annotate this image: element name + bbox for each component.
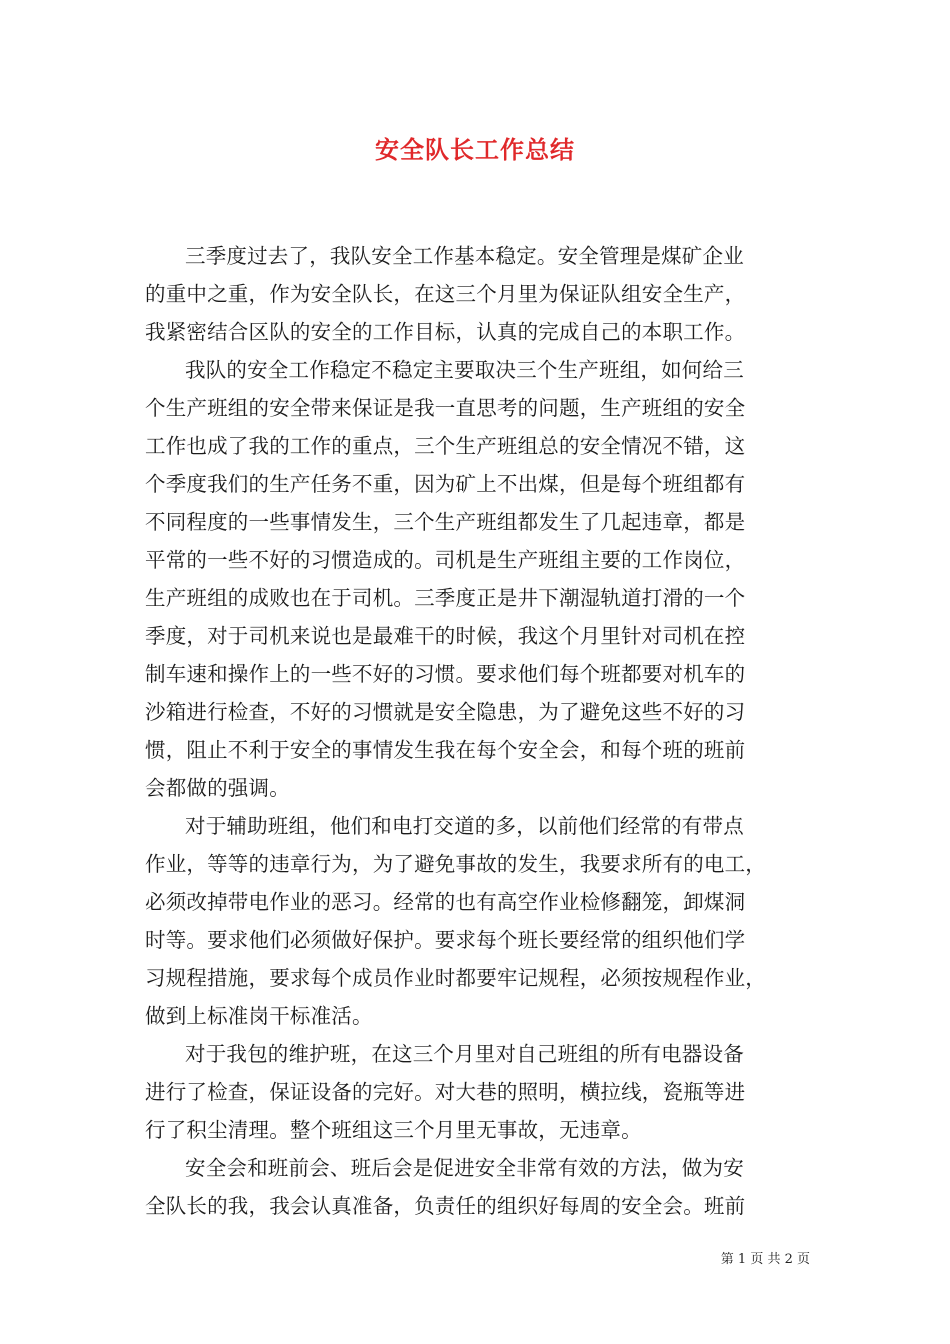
body-line: 做到上标准岗干标准活。 <box>145 1004 373 1028</box>
body-line: 制车速和操作上的一些不好的习惯。要求他们每个班都要对机车的 <box>145 662 746 686</box>
page-title: 安全队长工作总结 <box>375 135 575 164</box>
body-line: 作业，等等的违章行为，为了避免事故的发生，我要求所有的电工， <box>145 852 766 876</box>
body-line: 全队长的我，我会认真准备，负责任的组织好每周的安全会。班前 <box>145 1194 746 1218</box>
body-line: 习规程措施，要求每个成员作业时都要牢记规程，必须按规程作业， <box>145 966 766 990</box>
body-line: 个季度我们的生产任务不重，因为矿上不出煤，但是每个班组都有 <box>145 472 746 496</box>
body-line: 生产班组的成败也在于司机。三季度正是井下潮湿轨道打滑的一个 <box>145 586 746 610</box>
body-line: 必须改掉带电作业的恶习。经常的也有高空作业检修翻笼，卸煤洞 <box>145 890 746 914</box>
page-number: 第 1 页 共 2 页 <box>720 1252 810 1267</box>
body-line: 不同程度的一些事情发生，三个生产班组都发生了几起违章，都是 <box>145 510 746 534</box>
body-line: 工作也成了我的工作的重点，三个生产班组总的安全情况不错，这 <box>145 434 746 458</box>
body-line: 沙箱进行检查，不好的习惯就是安全隐患，为了避免这些不好的习 <box>145 700 746 724</box>
body-line: 的重中之重，作为安全队长，在这三个月里为保证队组安全生产， <box>145 282 746 306</box>
body-line: 季度，对于司机来说也是最难干的时候，我这个月里针对司机在控 <box>145 624 746 648</box>
body-line: 对于我包的维护班，在这三个月里对自己班组的所有电器设备 <box>185 1042 744 1066</box>
body-line: 会都做的强调。 <box>145 776 290 800</box>
body-line: 进行了检查，保证设备的完好。对大巷的照明，横拉线，瓷瓶等进 <box>145 1080 746 1104</box>
body-line: 对于辅助班组，他们和电打交道的多，以前他们经常的有带点 <box>185 814 744 838</box>
body-line: 时等。要求他们必须做好保护。要求每个班长要经常的组织他们学 <box>145 928 746 952</box>
body-line: 平常的一些不好的习惯造成的。司机是生产班组主要的工作岗位， <box>145 548 746 572</box>
body-line: 个生产班组的安全带来保证是我一直思考的问题，生产班组的安全 <box>145 396 746 420</box>
body-line: 我队的安全工作稳定不稳定主要取决三个生产班组，如何给三 <box>185 358 744 382</box>
body-line: 三季度过去了，我队安全工作基本稳定。安全管理是煤矿企业 <box>185 244 744 268</box>
body-line: 安全会和班前会、班后会是促进安全非常有效的方法，做为安 <box>185 1156 744 1180</box>
body-line: 行了积尘清理。整个班组这三个月里无事故，无违章。 <box>145 1118 642 1142</box>
body-line: 我紧密结合区队的安全的工作目标，认真的完成自己的本职工作。 <box>145 320 746 344</box>
body-line: 惯，阻止不利于安全的事情发生我在每个安全会，和每个班的班前 <box>145 738 746 762</box>
